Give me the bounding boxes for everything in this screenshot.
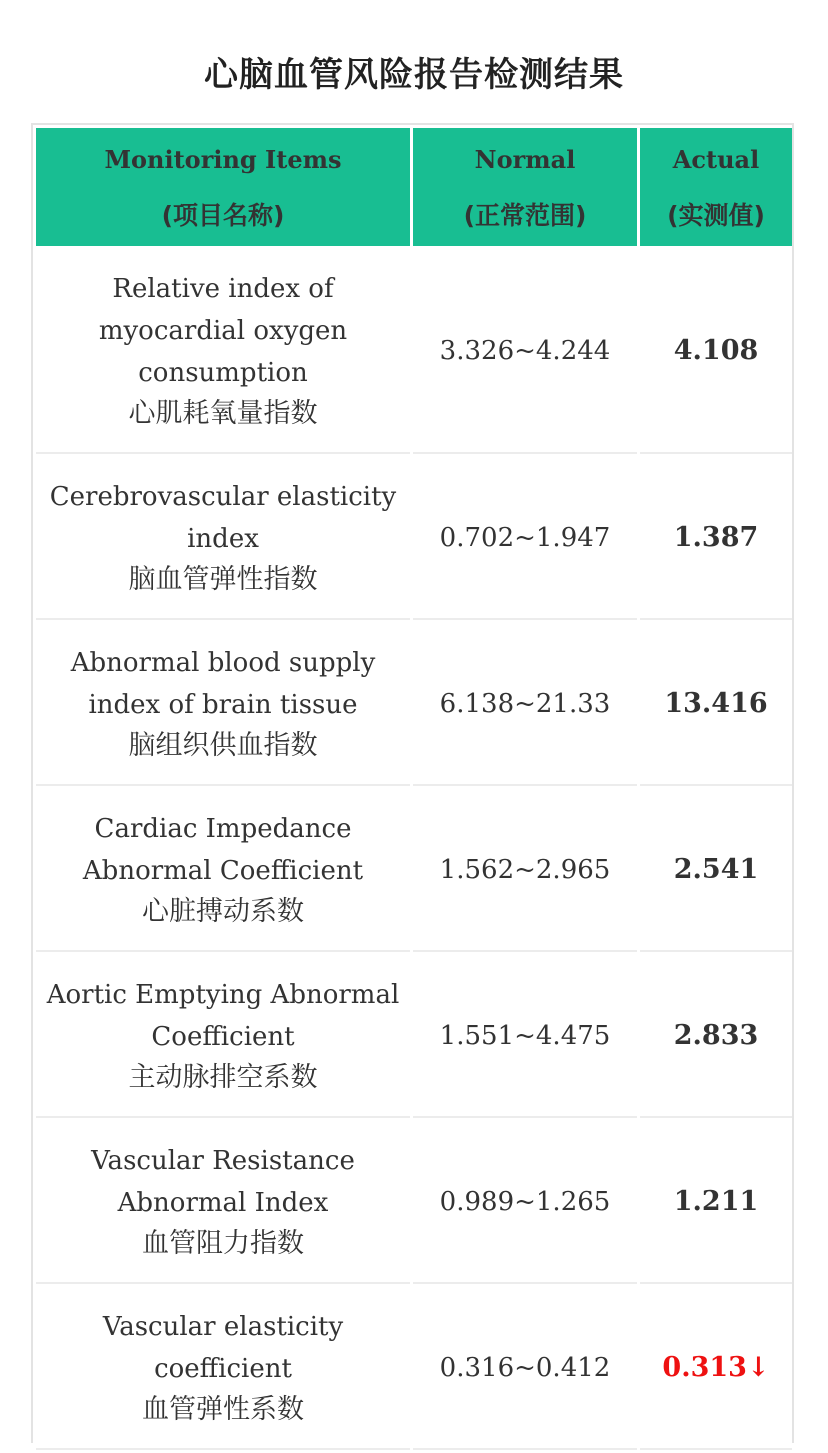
header-normal — [413, 128, 637, 246]
normal-range: 0.316~0.412 — [413, 1287, 637, 1450]
table-row — [36, 249, 792, 454]
header-label-zh: (项目名称) — [161, 201, 285, 230]
item-name-en: Aortic Emptying Abnormal Coefficient — [46, 979, 400, 1052]
table-row — [36, 1121, 792, 1284]
header-label-zh: (正常范围) — [463, 201, 587, 230]
item-name-zh: 脑组织供血指数 — [128, 729, 318, 761]
item-name-cell — [36, 457, 410, 620]
item-name-en: Cerebrovascular elasticity index — [49, 481, 397, 554]
actual-value-abnormal: 0.313↓ — [640, 1287, 792, 1450]
item-name-cell — [36, 1287, 410, 1450]
normal-range: 0.989~1.265 — [413, 1121, 637, 1284]
table-row — [36, 1287, 792, 1450]
item-name-en: Cardiac Impedance Abnormal Coefficient — [82, 813, 364, 886]
normal-range: 3.326~4.244 — [413, 249, 637, 454]
normal-range: 1.562~2.965 — [413, 789, 637, 952]
header-label-en: Actual — [672, 145, 760, 174]
table-row — [36, 457, 792, 620]
item-name-en: Vascular Resistance Abnormal Index — [91, 1145, 355, 1218]
item-name-zh: 心肌耗氧量指数 — [128, 397, 318, 429]
item-name-cell — [36, 1121, 410, 1284]
header-actual — [640, 128, 792, 246]
actual-value: 13.416 — [640, 623, 792, 786]
item-name-cell — [36, 623, 410, 786]
actual-value: 1.387 — [640, 457, 792, 620]
item-name-cell — [36, 789, 410, 952]
header-label-zh: (实测值) — [667, 201, 765, 230]
item-name-en: Vascular elasticity coefficient — [102, 1311, 344, 1384]
item-name-zh: 主动脉排空系数 — [128, 1061, 318, 1093]
item-name-zh: 心脏搏动系数 — [142, 895, 304, 927]
header-label-en: Monitoring Items — [104, 145, 342, 174]
item-name-zh: 血管阻力指数 — [142, 1227, 304, 1259]
actual-value: 1.211 — [640, 1121, 792, 1284]
normal-range: 0.702~1.947 — [413, 457, 637, 620]
item-name-en: Abnormal blood supply index of brain tissue — [70, 647, 376, 720]
header-monitoring-items — [36, 128, 410, 246]
actual-value: 2.833 — [640, 955, 792, 1118]
item-name-cell — [36, 249, 410, 454]
table-row — [36, 789, 792, 952]
item-name-en: Relative index of myocardial oxygen consumption — [98, 273, 348, 388]
actual-value: 4.108 — [640, 249, 792, 454]
normal-range: 1.551~4.475 — [413, 955, 637, 1118]
normal-range: 6.138~21.33 — [413, 623, 637, 786]
header-label-en: Normal — [474, 145, 576, 174]
table-row — [36, 623, 792, 786]
item-name-cell — [36, 955, 410, 1118]
page-title: 心脑血管风险报告检测结果 — [204, 55, 624, 95]
item-name-zh: 脑血管弹性指数 — [128, 563, 318, 595]
header-row — [36, 128, 792, 246]
results-table — [33, 125, 795, 1453]
item-name-zh: 血管弹性系数 — [142, 1393, 304, 1425]
actual-value: 2.541 — [640, 789, 792, 952]
table-row — [36, 955, 792, 1118]
